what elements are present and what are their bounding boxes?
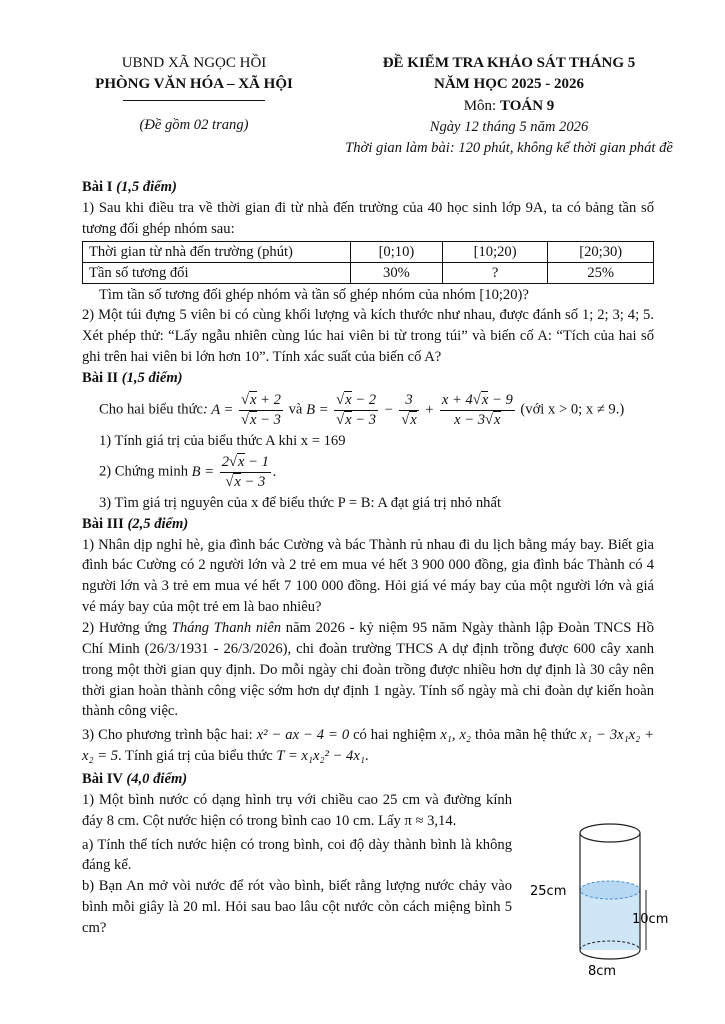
section-2-q2: 2) Chứng minh B = $\frac{2√x - 1}{√x - 3}$ . <box>99 454 277 491</box>
header-divider <box>123 100 265 101</box>
section-2-q1: 1) Tính giá trị của biểu thức A khi x = 169 <box>99 433 346 450</box>
diameter-label: 8cm <box>588 964 617 979</box>
exam-duration: Thời gian làm bài: 120 phút, không kể thời gian phát đề <box>345 140 673 157</box>
page-count-note: (Đề gồm 02 trang) <box>139 116 249 133</box>
water-surface <box>580 881 640 899</box>
subject: TOÁN 9 <box>499 97 555 114</box>
department-name: PHÒNG VĂN HÓA – XÃ HỘI <box>95 76 293 93</box>
frequency-table <box>82 241 654 284</box>
cylinder-figure <box>528 815 678 985</box>
school-year: NĂM HỌC 2025 - 2026 <box>434 76 584 93</box>
height-label: 25cm <box>530 884 567 899</box>
section-4-q1: 1) Một bình nước có dạng hình trụ với chiều cao 25 cm và đường kính đáy 8 cm. Cột nước hiện có trong bình cao 10 cm. Lấy π ≈ 3,14. <box>82 791 512 829</box>
expressions-intro: Cho hai biểu thức <box>99 401 203 418</box>
section-2-heading: Bài II (1,5 điểm) <box>82 370 183 387</box>
subject-line: Môn: TOÁN 9 <box>463 97 555 114</box>
exam-date: Ngày 12 tháng 5 năm 2026 <box>429 119 589 136</box>
domain-condition: (với x > 0; x ≠ 9.) <box>520 401 625 418</box>
issuer-name: UBND XÃ NGỌC HỒI <box>121 55 267 71</box>
exam-title: ĐỀ KIỂM TRA KHẢO SÁT THÁNG 5 <box>382 55 636 71</box>
section-1-heading: Bài I (1,5 điểm) <box>82 179 177 195</box>
table-cell: ? <box>442 262 548 283</box>
and-word: và <box>288 401 303 418</box>
section-3-q3: 3) Cho phương trình bậc hai: x² − ax − 4 = 0 có hai nghiệm x₁, x₂ thỏa mãn hệ thức x₁ − 3x₁x₂ + x₂ = 5. Tính giá trị của biểu thức T = x₁x₂² − 4x₁. <box>82 727 655 765</box>
table-cell: [10;20) <box>442 241 548 262</box>
table-cell: Tần số tương đối <box>83 262 351 283</box>
section-4-heading: Bài IV (4,0 điểm) <box>82 771 188 788</box>
table-cell: [0;10) <box>351 241 443 262</box>
header-left <box>70 53 318 136</box>
expression-b: B = $\frac{√x - 2}{√x - 3}$ − $\frac{3}{√x}$ + $\frac{x + 4√x - 9}{x - 3√x}$ <box>306 391 513 428</box>
expression-b-proof: B = $\frac{2√x - 1}{√x - 3}$ . <box>191 454 277 491</box>
section-1-q2: 2) Một túi đựng 5 viên bi có cùng khối lượng và kích thước như nhau, được đánh số 1; 2; 3; 4; 5. Xét phép thử: “Lấy ngẫu nhiên cùng lúc hai viên bi từ trong túi” và biến cố A: “Tích của hai số ghi trên hai viên bi lớn hơn 10”. Tính xác suất của biến cố A? <box>82 307 654 366</box>
section-3-q2: 2) Hưởng ứng Tháng Thanh niên năm 2026 - kỷ niệm 95 năm Ngày thành lập Đoàn TNCS Hồ Chí Minh (26/3/1931 - 26/3/2026), chi đoàn trường THCS A dự định trồng được 600 cây xanh trong một thời gian quy định. Do mỗi ngày chi đoàn trồng được nhiều hơn dự định là 30 cây nên thời gian hoàn thành công việc sớm hơn dự định 1 ngày. Tính số ngày mà chi đoàn dự kiến hoàn thành công việc. <box>82 620 655 720</box>
section-2-q3: 3) Tìm giá trị nguyên của x để biểu thức P = B: A đạt giá trị nhỏ nhất <box>99 494 501 511</box>
table-cell: [20;30) <box>548 241 654 262</box>
expression-a: A = $\frac{√x + 2}{√x - 3}$ <box>211 391 281 428</box>
water-height-label: 10cm <box>632 912 669 927</box>
header-right <box>328 53 690 159</box>
table-row <box>83 241 654 262</box>
section-4-q1b: b) Bạn An mở vòi nước để rót vào bình, biết rằng lượng nước chảy vào bình mỗi giây là 20 ml. Hỏi sau bao lâu cột nước còn cách miệng bình 5 cm? <box>82 878 512 937</box>
cylinder-diagram <box>528 815 678 985</box>
table-cell: 30% <box>351 262 443 283</box>
table-cell: Thời gian từ nhà đến trường (phút) <box>83 241 351 262</box>
table-cell: 25% <box>548 262 654 283</box>
section-4-text <box>82 790 512 939</box>
cylinder-bottom-front <box>580 950 640 959</box>
table-row <box>83 262 654 283</box>
section-4-q1a: a) Tính thể tích nước hiện có trong bình, coi độ dày thành bình là không đáng kể. <box>82 836 512 874</box>
expressions-line: Cho hai biểu thức: A = $\frac{√x + 2}{√x - 3}$ và B = $\frac{√x - 2}{√x - 3}$ − $\frac{3}{√x}$ + $\frac{x + 4√x - 9}{x - 3√x}$ (với x > 0; x ≠ 9.) <box>99 391 625 428</box>
section-1-q1: 1) Sau khi điều tra về thời gian đi từ nhà đến trường của 40 học sinh lớp 9A, ta có bảng tần số tương đối ghép nhóm sau: <box>82 199 654 237</box>
cylinder-top <box>580 824 640 842</box>
section-3-heading: Bài III (2,5 điểm) <box>82 515 189 532</box>
section-3-q1: 1) Nhân dịp nghỉ hè, gia đình bác Cường và bác Thành rủ nhau đi du lịch bằng máy bay. Biết gia đình bác Cường có 2 người lớn và 2 trẻ em mua vé hết 3 900 000 đồng, gia đình bác Thành có 4 người lớn và 3 trẻ em mua vé hết 7 100 000 đồng. Hỏi giá vé máy bay của một người lớn và giá vé máy bay của một trẻ em là bao nhiêu? <box>82 536 654 616</box>
section-1-q1-ask: Tìm tần số tương đối ghép nhóm và tần số ghép nhóm của nhóm [10;20)? <box>99 286 529 303</box>
